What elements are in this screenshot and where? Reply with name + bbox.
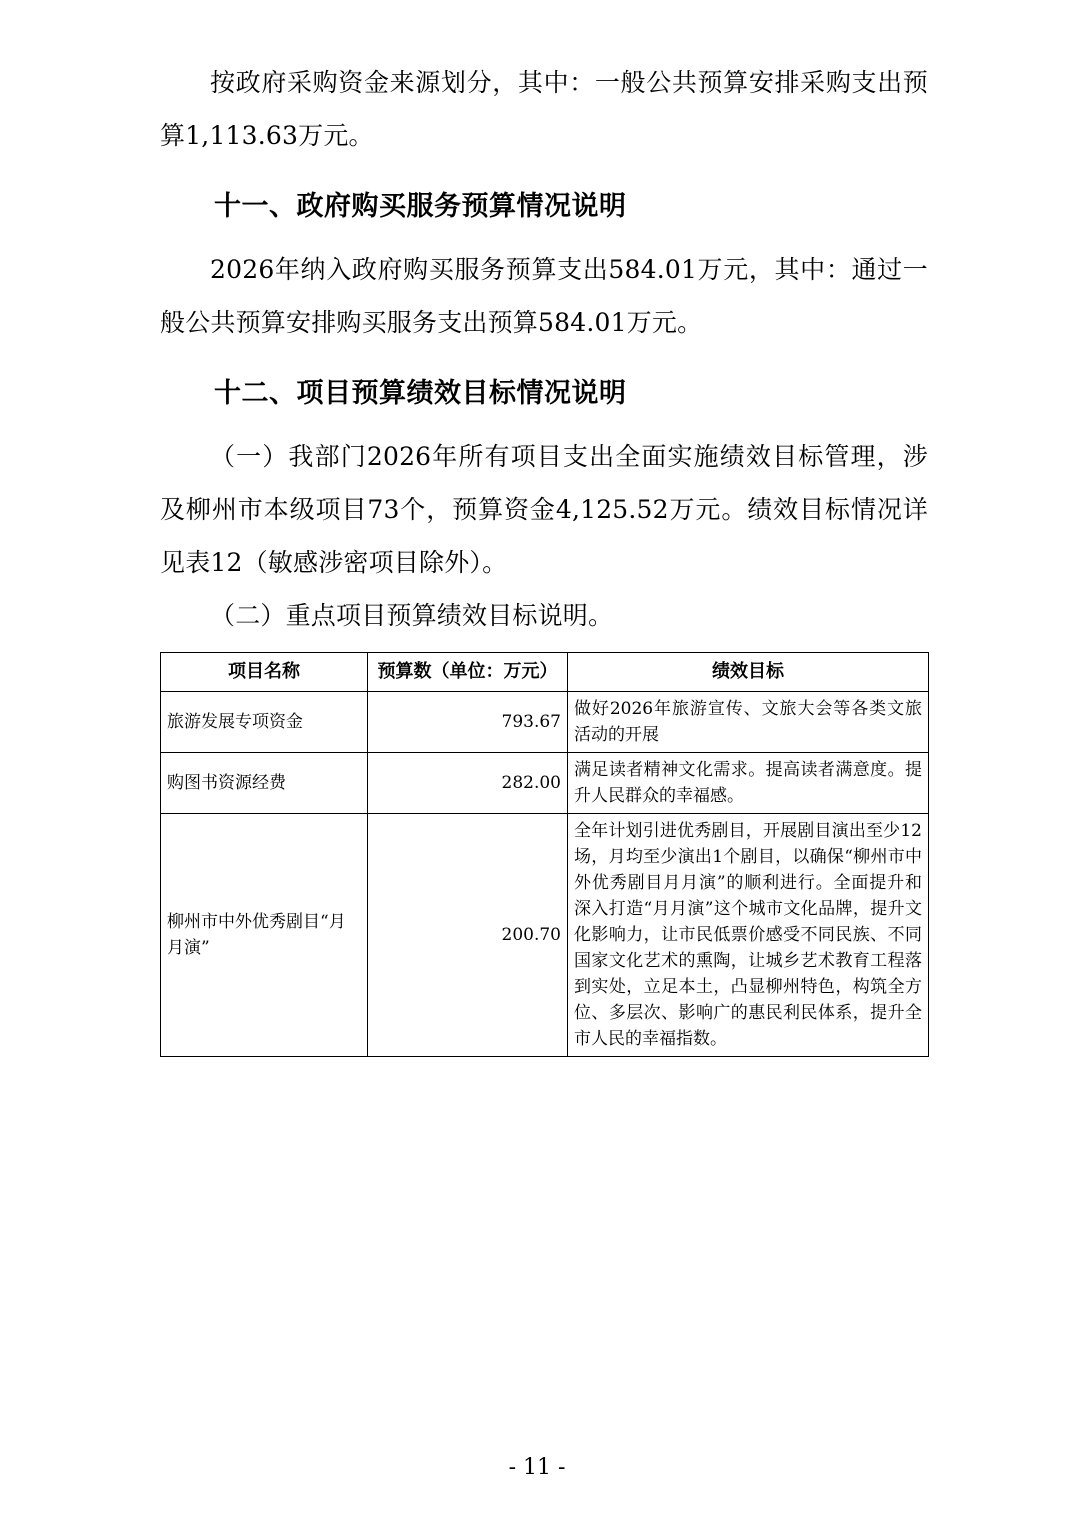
cell-budget-amount: 282.00 [368,753,568,814]
cell-performance-goal: 满足读者精神文化需求。提高读者满意度。提升人民群众的幸福感。 [568,753,929,814]
table-row [161,692,929,753]
cell-budget-amount: 200.70 [368,814,568,1057]
table-header-row [161,653,929,692]
paragraph-performance-overview: （一）我部门2026年所有项目支出全面实施绩效目标管理，涉及柳州市本级项目73个，预算资金4,125.52万元。绩效目标情况详见表12（敏感涉密项目除外）。 [160,442,928,577]
performance-goal-table [160,652,929,1057]
table-row [161,753,929,814]
page-number: - 11 - [508,1455,566,1480]
column-header-budget: 预算数（单位：万元） [368,653,568,692]
heading-section-twelve: 十二、项目预算绩效目标情况说明 [214,378,627,409]
cell-performance-goal: 做好2026年旅游宣传、文旅大会等各类文旅活动的开展 [568,692,929,753]
column-header-goal: 绩效目标 [568,653,929,692]
page-content [160,56,928,1057]
table-row [161,814,929,1057]
cell-project-name: 旅游发展专项资金 [161,692,368,753]
cell-project-name: 购图书资源经费 [161,753,368,814]
column-header-project-name: 项目名称 [161,653,368,692]
cell-budget-amount: 793.67 [368,692,568,753]
cell-performance-goal: 全年计划引进优秀剧目，开展剧目演出至少12场，月均至少演出1个剧目，以确保“柳州市中外优秀剧目月月演”的顺利进行。全面提升和深入打造“月月演”这个城市文化品牌，提升文化影响力，让市民低票价感受不同民族、不同国家文化艺术的熏陶，让城乡艺术教育工程落到实处，立足本土，凸显柳州特色，构筑全方位、多层次、影响广的惠民利民体系，提升全市人民的幸福指数。 [568,814,929,1057]
paragraph-key-project-intro: （二）重点项目预算绩效目标说明。 [210,601,614,630]
paragraph-service-purchase: 2026年纳入政府购买服务预算支出584.01万元，其中：通过一般公共预算安排购买服务支出预算584.01万元。 [160,255,928,337]
heading-section-eleven: 十一、政府购买服务预算情况说明 [214,191,627,222]
paragraph-procurement-source: 按政府采购资金来源划分，其中：一般公共预算安排采购支出预算1,113.63万元。 [160,68,928,150]
cell-project-name: 柳州市中外优秀剧目“月月演” [161,814,368,1057]
